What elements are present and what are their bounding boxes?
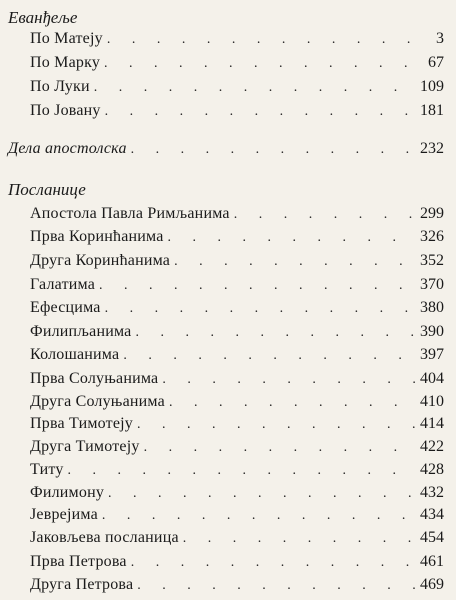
dot-leader: [234, 204, 416, 226]
dot-leader: [104, 53, 424, 75]
toc-entry-page: 461: [420, 553, 444, 570]
toc-entry-page: 410: [420, 393, 444, 410]
toc-entry-title: Колошанима: [30, 346, 120, 363]
dot-leader: [144, 437, 416, 459]
toc-entry-title: Друга Петрова: [30, 576, 134, 593]
toc-entry-title: Галатима: [30, 276, 96, 293]
toc-entry: [30, 574, 444, 596]
toc-entry-title: Јеврејима: [30, 506, 98, 523]
toc-entry: [30, 250, 444, 272]
dot-leader: [94, 77, 416, 99]
dot-leader: [102, 505, 416, 527]
dot-leader: [169, 392, 416, 414]
dot-leader: [168, 227, 416, 249]
toc-entry-page: 181: [420, 102, 444, 119]
toc-entry: [30, 226, 444, 248]
dot-leader: [174, 251, 416, 273]
toc-entry-title: Прва Тимотеју: [30, 415, 133, 432]
toc-entry-title: По Матеју: [30, 30, 103, 47]
toc-entry: [30, 344, 444, 366]
toc-entry: [30, 436, 444, 458]
toc-entry-title: Филимону: [30, 484, 105, 501]
toc-entry: [30, 52, 444, 74]
dot-leader: [136, 322, 417, 344]
dot-leader: [137, 575, 416, 597]
toc-entry-title: По Марку: [30, 54, 101, 71]
toc-entry-title: Апостола Павла Римљанима: [30, 205, 230, 222]
toc-entry-page: 454: [420, 529, 444, 546]
toc-entry: [30, 504, 444, 526]
toc-entry-title: По Јовану: [30, 102, 101, 119]
toc-entry: [30, 100, 444, 122]
toc-entry-title: По Луки: [30, 78, 90, 95]
toc-entry: [30, 274, 444, 296]
toc-entry-page: 434: [420, 506, 444, 523]
toc-entry: [30, 391, 444, 413]
dot-leader: [68, 460, 416, 482]
toc-entry-title: Прва Петрова: [30, 553, 127, 570]
section-heading-epistles: Посланице: [8, 180, 86, 199]
toc-entry-page: 109: [420, 78, 444, 95]
dot-leader: [105, 298, 416, 320]
dot-leader: [137, 414, 416, 436]
dot-leader: [107, 29, 432, 51]
dot-leader: [131, 139, 416, 161]
dot-leader: [131, 552, 416, 574]
toc-entry-page: 326: [420, 228, 444, 245]
toc-entry-page: 370: [420, 276, 444, 293]
toc-entry-page: 432: [420, 484, 444, 501]
toc-entry: [30, 28, 444, 50]
toc-entry-acts: [8, 138, 444, 160]
toc-entry-page: 232: [420, 140, 444, 157]
toc-entry-page: 397: [420, 346, 444, 363]
toc-entry-page: 67: [428, 54, 444, 71]
toc-entry-page: 380: [420, 299, 444, 316]
toc-entry-title: Филипљанима: [30, 323, 132, 340]
toc-entry-page: 390: [420, 323, 444, 340]
dot-leader: [123, 345, 416, 367]
toc-entry-page: 404: [420, 370, 444, 387]
toc-entry-title: Титу: [30, 461, 64, 478]
toc-entry: [30, 413, 444, 435]
toc-entry: [30, 203, 444, 225]
toc-entry-title: Друга Солуњанима: [30, 393, 165, 410]
section-heading-gospels: Еванђеље: [8, 8, 78, 27]
toc-entry-title: Ефесцима: [30, 299, 101, 316]
toc-entry-page: 469: [420, 576, 444, 593]
toc-entry-title: Прва Коринћанима: [30, 228, 164, 245]
toc-entry-title: Прва Солуњанима: [30, 370, 159, 387]
toc-entry-title: Јаковљева посланица: [30, 529, 179, 546]
toc-entry-page: 299: [420, 205, 444, 222]
toc-entry: [30, 551, 444, 573]
toc-entry: [30, 368, 444, 390]
toc-entry: [30, 459, 444, 481]
toc-entry: [30, 76, 444, 98]
toc-entry-page: 3: [436, 30, 444, 47]
dot-leader: [99, 275, 416, 297]
toc-entry-page: 428: [420, 461, 444, 478]
dot-leader: [108, 483, 416, 505]
dot-leader: [105, 101, 416, 123]
dot-leader: [162, 369, 416, 391]
toc-entry: [30, 527, 444, 549]
toc-entry-page: 422: [420, 438, 444, 455]
toc-entry: [30, 321, 444, 343]
toc-entry: [30, 482, 444, 504]
toc-entry-page: 352: [420, 252, 444, 269]
toc-entry: [30, 297, 444, 319]
toc-entry-title: Друга Коринћанима: [30, 252, 171, 269]
toc-entry-title: Друга Тимотеју: [30, 438, 140, 455]
dot-leader: [183, 528, 416, 550]
toc-entry-page: 414: [420, 415, 444, 432]
toc-entry-title: Дела апостолска: [8, 140, 127, 157]
